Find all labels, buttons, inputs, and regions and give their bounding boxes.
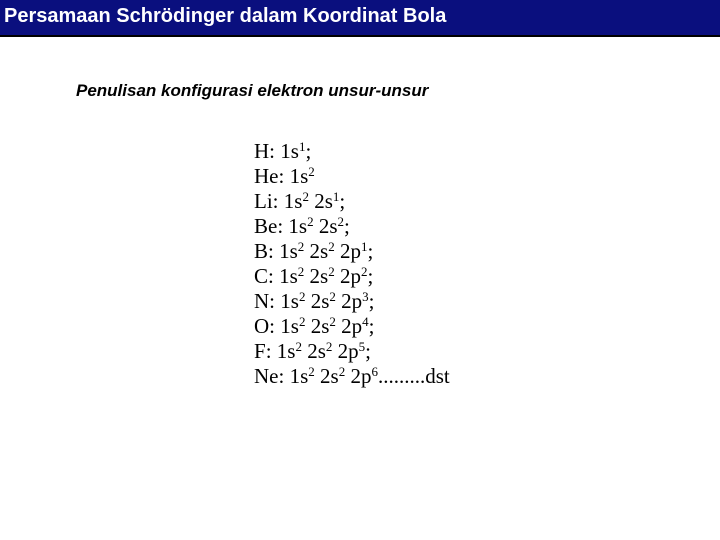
element-symbol: N <box>254 289 270 313</box>
electron-count: 2 <box>302 189 309 204</box>
element-symbol: Ne <box>254 364 279 388</box>
title-bar <box>0 0 720 37</box>
orbital-label: 1s <box>283 189 303 213</box>
electron-count: 2 <box>307 214 314 229</box>
orbital-label: 1s <box>289 364 309 388</box>
electron-configuration-list <box>254 139 450 389</box>
orbital-label: 2p <box>350 364 372 388</box>
orbital-label: 1s <box>288 214 308 238</box>
electron-count: 1 <box>360 239 368 254</box>
electron-count: 3 <box>362 289 369 304</box>
electron-count: 2 <box>308 364 315 379</box>
electron-count: 1 <box>298 139 306 154</box>
element-symbol: F <box>254 339 266 363</box>
element-symbol: H <box>254 139 270 163</box>
config-line-ne: Ne: $1s^2$ $2s^2$ $2p^6.........dst$ <box>254 364 450 388</box>
orbital-label: 2p <box>337 339 359 363</box>
line-suffix: ; <box>367 239 374 263</box>
electron-count: 2 <box>360 264 368 279</box>
orbital-label: 1s <box>279 239 298 263</box>
line-suffix: ; <box>305 139 312 163</box>
orbital-label: 1s <box>289 164 309 188</box>
line-suffix: ; <box>365 339 371 363</box>
electron-count: 2 <box>328 239 335 254</box>
electron-count: 1 <box>332 189 340 204</box>
orbital-label: 2p <box>341 314 363 338</box>
orbital-label: 2p <box>339 239 361 263</box>
line-suffix: ; <box>344 214 350 238</box>
line-suffix: ; <box>339 189 346 213</box>
electron-count: 2 <box>297 264 305 279</box>
orbital-label: 2s <box>309 239 329 263</box>
electron-count: 6 <box>371 364 378 379</box>
element-symbol: B <box>254 239 269 263</box>
slide-subtitle: Penulisan konfigurasi elektron unsur-unsur <box>76 81 429 100</box>
electron-count: 2 <box>295 339 302 354</box>
config-line-n: N: $1s^2$ $2s^2$ $2p^3$; <box>254 289 375 313</box>
electron-count: 2 <box>337 214 345 229</box>
config-line-h: H: $1s^1$; <box>254 139 312 163</box>
element-symbol: He <box>254 164 279 188</box>
config-line-c: C: $1s^2$ $2s^2$ $2p^2$; <box>254 264 374 288</box>
config-line-f: F: $1s^2$ $2s^2$ $2p^5$; <box>254 339 371 363</box>
element-symbol: O <box>254 314 270 338</box>
line-suffix: ; <box>368 289 375 313</box>
orbital-label: 1s <box>276 339 296 363</box>
config-line-b: B: $1s^2$ $2s^2$ $2p^1$; <box>254 239 374 263</box>
element-symbol: Li <box>254 189 273 213</box>
electron-count: 2 <box>298 314 306 329</box>
line-suffix: .........dst <box>377 364 450 388</box>
orbital-label: 2s <box>310 314 330 338</box>
element-symbol: Be <box>254 214 278 238</box>
orbital-label: 2s <box>310 289 330 313</box>
electron-count: 2 <box>329 314 336 329</box>
electron-count: 4 <box>362 314 369 329</box>
orbital-label: 2s <box>318 214 338 238</box>
orbital-label: 1s <box>280 314 299 338</box>
config-line-be: Be: $1s^2$ $2s^2$; <box>254 214 350 238</box>
orbital-label: 2s <box>309 264 329 288</box>
orbital-label: 2p <box>341 289 363 313</box>
line-suffix: ; <box>368 314 375 338</box>
electron-count: 2 <box>329 289 336 304</box>
orbital-label: 2s <box>314 189 333 213</box>
orbital-label: 2p <box>339 264 361 288</box>
line-suffix: ; <box>367 264 374 288</box>
electron-count: 2 <box>308 164 315 179</box>
config-line-li: Li: $1s^2$ $2s^1$; <box>254 189 346 213</box>
orbital-label: 1s <box>280 289 299 313</box>
element-symbol: C <box>254 264 269 288</box>
slide-title: Persamaan Schrödinger dalam Koordinat Bola <box>4 5 447 27</box>
orbital-label: 1s <box>280 139 299 163</box>
orbital-label: 2s <box>320 364 339 388</box>
electron-count: 5 <box>358 339 366 354</box>
orbital-label: 1s <box>279 264 298 288</box>
electron-count: 2 <box>328 264 335 279</box>
config-line-o: O: $1s^2$ $2s^2$ $2p^4$; <box>254 314 375 338</box>
electron-count: 2 <box>298 289 306 304</box>
orbital-label: 2s <box>307 339 326 363</box>
electron-count: 2 <box>297 239 305 254</box>
electron-count: 2 <box>338 364 346 379</box>
electron-count: 2 <box>325 339 333 354</box>
config-line-he: He: $1s^2$ <box>254 164 315 188</box>
